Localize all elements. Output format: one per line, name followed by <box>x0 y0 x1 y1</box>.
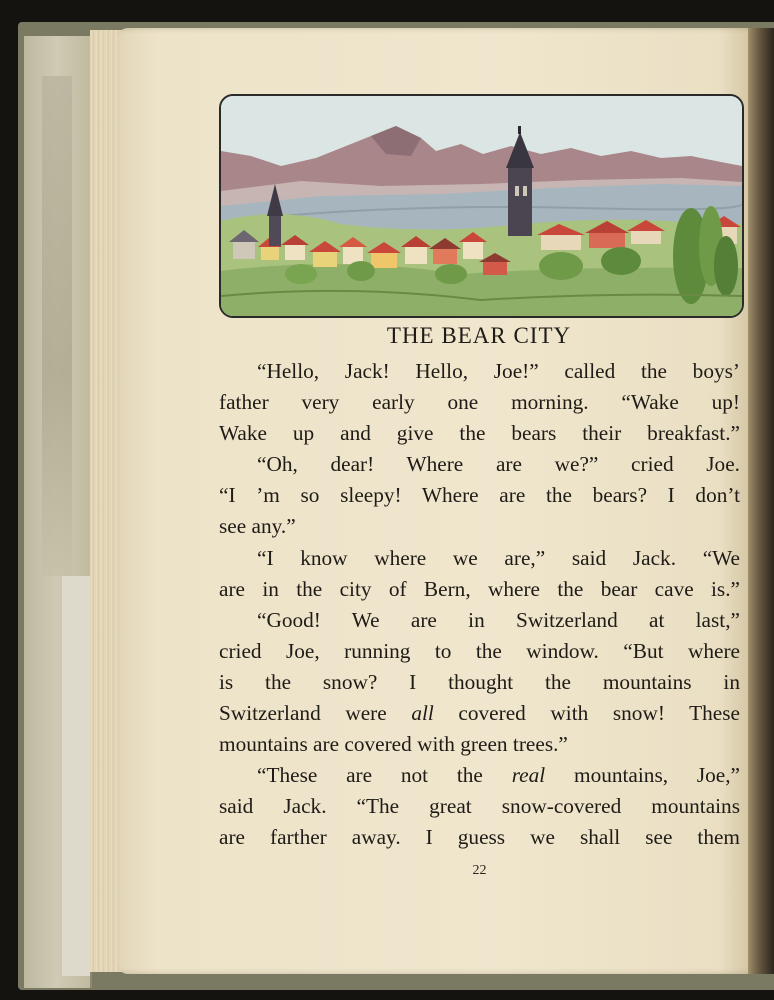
text-line: “Oh, dear! Where are we?” cried Joe. <box>257 452 740 477</box>
cover-stain <box>42 76 72 576</box>
text-line: are farther away. I guess we shall see them <box>219 825 740 850</box>
text-line: cried Joe, running to the window. “But where <box>219 638 740 663</box>
text-segment: Switzerland were <box>219 701 387 726</box>
text-line: father very early one morning. “Wake up! <box>219 390 740 415</box>
text-line: said Jack. “The great snow-covered mountains <box>219 794 740 819</box>
text-segment: “These are not the <box>257 763 483 788</box>
book-gutter <box>748 28 774 974</box>
text-line: see any.” <box>219 514 296 539</box>
story-text <box>219 356 740 854</box>
text-line: “Good! We are in Switzerland at last,” <box>257 607 740 632</box>
emphasis-word: all <box>411 701 434 726</box>
text-line: “I know where we are,” said Jack. “We <box>257 545 740 570</box>
text-line: “I ’m so sleepy! Where are the bears? I don’t <box>219 483 740 508</box>
text-line: is the snow? I thought the mountains in <box>219 669 740 694</box>
chapter-title: THE BEAR CITY <box>386 323 572 348</box>
text-line <box>219 698 740 729</box>
text-line: are in the city of Bern, where the bear cave is.” <box>219 576 740 601</box>
text-segment: mountains, Joe,” <box>574 763 740 788</box>
text-line: Wake up and give the bears their breakfast.” <box>219 421 740 446</box>
text-segment: covered with snow! These <box>458 701 740 726</box>
paper-strip <box>62 576 90 976</box>
text-line: “Hello, Jack! Hello, Joe!” called the boys’ <box>257 359 740 383</box>
page-number: 22 <box>472 863 487 878</box>
text-line <box>219 760 740 791</box>
emphasis-word: real <box>511 763 546 788</box>
left-page-block <box>24 36 92 988</box>
bern-landscape-illustration <box>219 94 744 318</box>
text-line: mountains are covered with green trees.” <box>219 732 568 757</box>
